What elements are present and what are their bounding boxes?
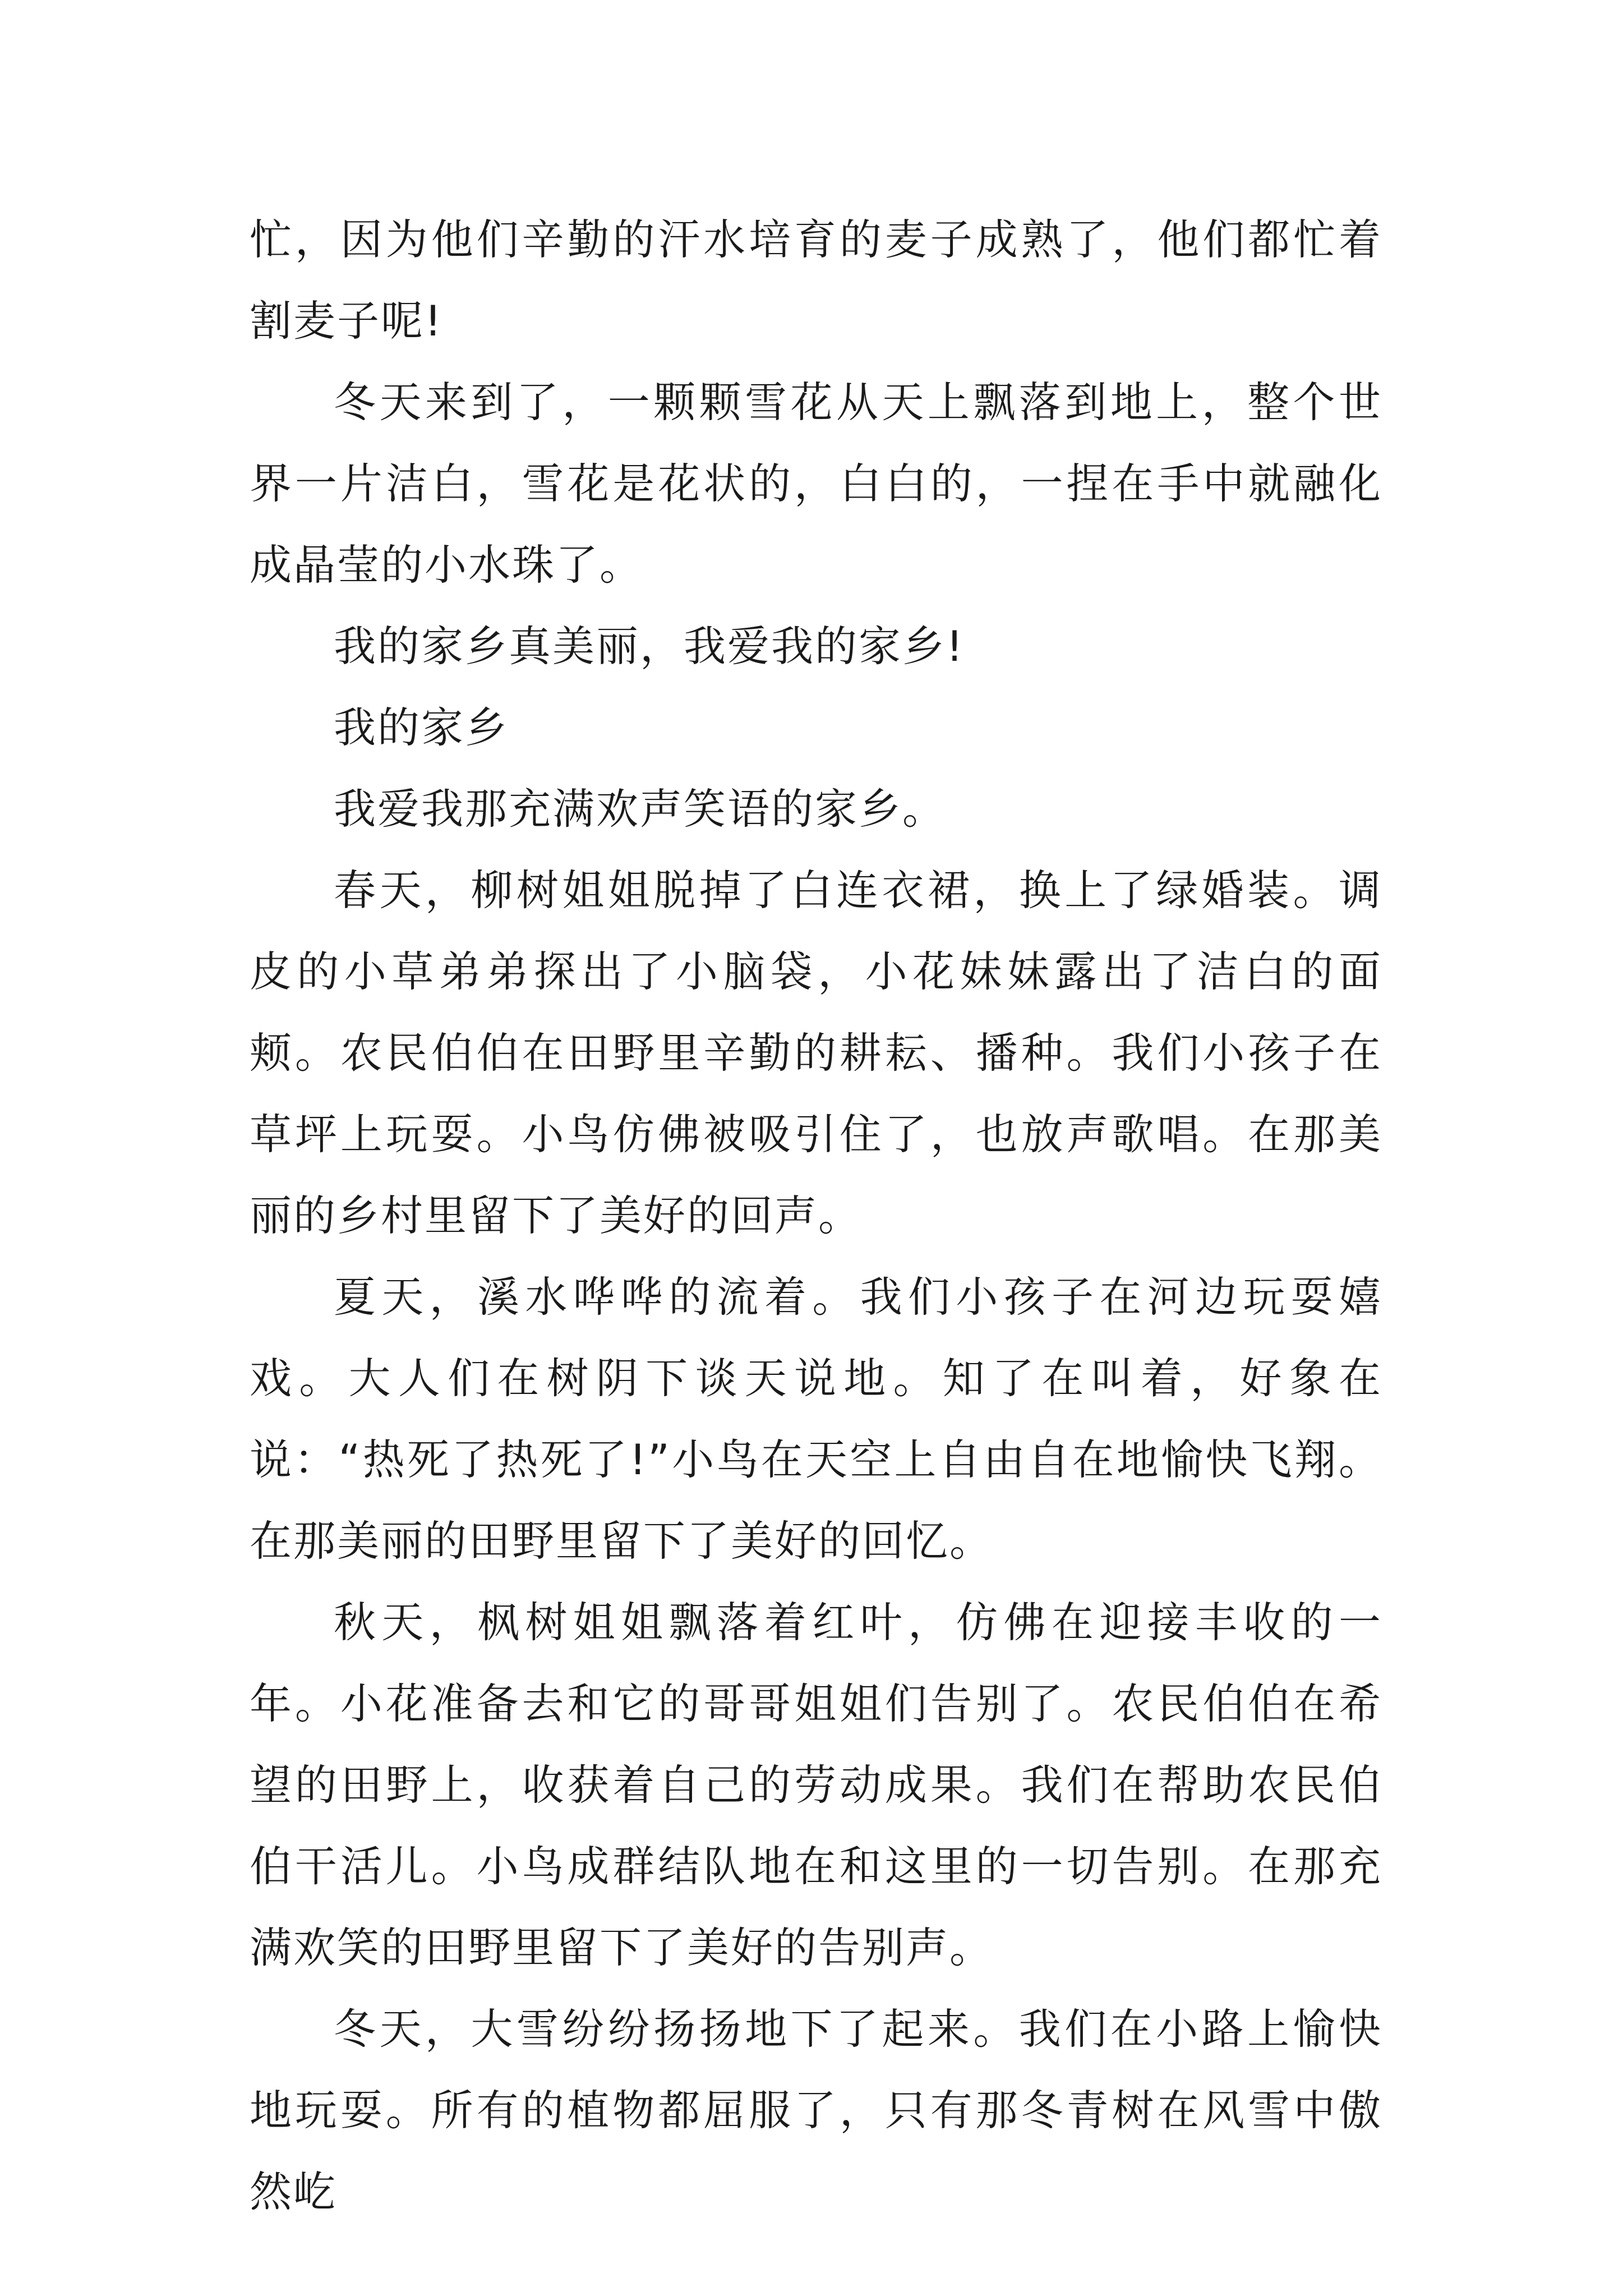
paragraph: 冬天来到了，一颗颗雪花从天上飘落到地上，整个世界一片洁白，雪花是花状的，白白的，一捏在手中就融化成晶莹的小水珠了。	[250, 378, 1382, 590]
section-title: 我的家乡	[334, 703, 509, 752]
paragraph: 夏天，溪水哗哗的流着。我们小孩子在河边玩耍嬉戏。大人们在树阴下谈天说地。知了在叫着，好象在说：“热死了热死了!”小鸟在天空上自由自在地愉快飞翔。在那美丽的田野里留下了美好的回忆。	[250, 1272, 1382, 1566]
paragraph: 春天，柳树姐姐脱掉了白连衣裙，换上了绿婚装。调皮的小草弟弟探出了小脑袋，小花妹妹露出了洁白的面颊。农民伯伯在田野里辛勤的耕耘、播种。我们小孩子在草坪上玩耍。小鸟仿佛被吸引住了，也放声歌唱。在那美丽的乡村里留下了美好的回声。	[250, 866, 1382, 1240]
paragraph: 我的家乡真美丽，我爱我的家乡!	[334, 622, 965, 671]
paragraph: 冬天，大雪纷纷扬扬地下了起来。我们在小路上愉快地玩耍。所有的植物都屈服了，只有那冬青树在风雪中傲然屹	[250, 2004, 1382, 2216]
paragraph: 我爱我那充满欢声笑语的家乡。	[334, 784, 947, 834]
paragraph: 忙，因为他们辛勤的汗水培育的麦子成熟了，他们都忙着割麦子呢!	[250, 215, 1382, 346]
paragraph: 秋天，枫树姐姐飘落着红叶，仿佛在迎接丰收的一年。小花准备去和它的哥哥姐姐们告别了。农民伯伯在希望的田野上，收获着自己的劳动成果。我们在帮助农民伯伯干活儿。小鸟成群结队地在和这里的一切告别。在那充满欢笑的田野里留下了美好的告别声。	[250, 1598, 1382, 1972]
document-body	[250, 199, 1382, 2233]
